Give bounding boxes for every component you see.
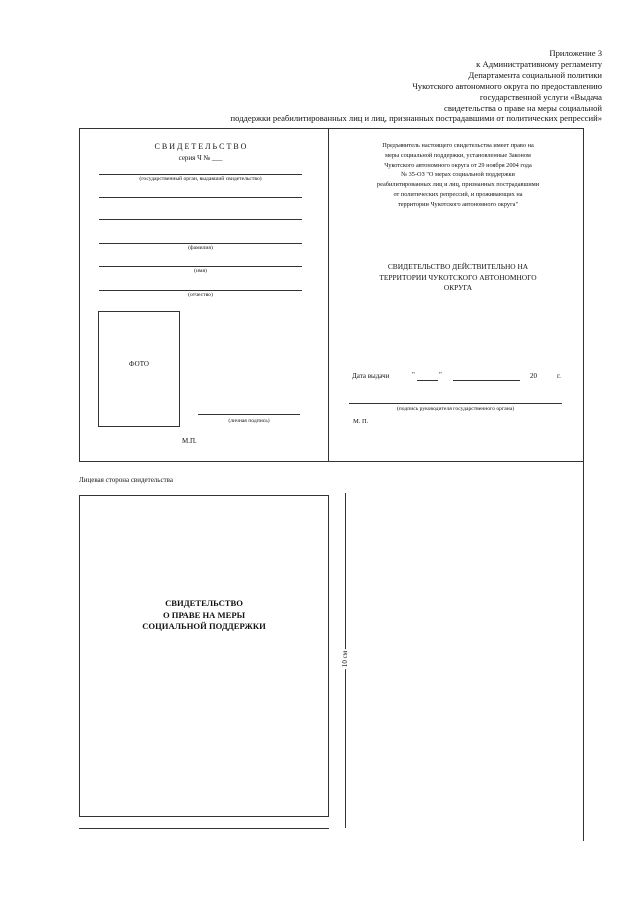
appendix-line: Чукотского автономного округа по предоставлению — [412, 80, 602, 91]
photo-label: ФОТО — [129, 360, 149, 368]
validity-line: СВИДЕТЕЛЬСТВО ДЕЙСТВИТЕЛЬНО НА — [387, 262, 529, 271]
cover-bottom-line — [79, 828, 329, 829]
patronymic-caption: (отчество) — [188, 292, 213, 298]
dimension-label: 10 см — [341, 650, 349, 668]
cover-title-line: СВИДЕТЕЛЬСТВО — [165, 598, 243, 608]
spread-right-border — [583, 128, 584, 841]
rights-line: Чукотского автономного округа от 29 ноября 2004 года — [384, 161, 532, 169]
rights-line: от политических репрессий, и проживающих на — [393, 190, 523, 198]
appendix-line: Департамента социальной политики — [468, 69, 602, 80]
date-day-line — [417, 380, 438, 381]
issuer-line — [99, 174, 302, 175]
date-quote-close: " — [439, 371, 442, 379]
rights-line: территории Чукотского автономного округа" — [397, 200, 519, 208]
stamp-place-right: М. П. — [353, 418, 369, 425]
rights-text — [340, 141, 576, 210]
cover-title — [80, 598, 328, 633]
rights-line: меры социальной поддержки, установленные Законом — [385, 151, 531, 159]
surname-caption: (фамилия) — [188, 245, 213, 251]
issuer-line-2 — [99, 197, 302, 198]
photo-box — [98, 311, 180, 427]
issuer-caption: (государственный орган, выдавший свидетельство) — [139, 176, 262, 182]
validity-line: ТЕРРИТОРИИ ЧУКОТСКОГО АВТОНОМНОГО — [379, 272, 537, 282]
appendix-line: поддержки реабилитированных лиц и лиц, признанных пострадавшими от политических репрессий» — [230, 113, 602, 124]
signature-line — [198, 414, 300, 415]
date-month-line — [453, 380, 520, 381]
spread-center-fold — [328, 128, 329, 461]
surname-line — [99, 243, 302, 244]
appendix-line: свидетельства о праве на меры социальной — [444, 102, 602, 113]
rights-line: Предъявитель настоящего свидетельства имеет право на — [382, 142, 534, 149]
head-signature-caption: (подпись руководителя государственного органа) — [396, 406, 515, 412]
appendix-header — [231, 48, 602, 124]
date-quote-open: " — [412, 371, 415, 379]
spread-bottom-border — [79, 461, 583, 462]
head-signature-line — [349, 403, 562, 404]
patronymic-line — [99, 290, 302, 291]
rights-line: № 35-ОЗ "О мерах социальной поддержки — [401, 171, 515, 179]
issue-date-label: Дата выдачи — [352, 372, 390, 380]
appendix-line: государственной услуги «Выдача — [479, 91, 602, 102]
cover-title-line: СОЦИАЛЬНОЙ ПОДДЕРЖКИ — [142, 621, 266, 631]
validity-text — [340, 262, 576, 294]
stamp-place-left: М.П. — [182, 437, 197, 445]
validity-line: ОКРУГА — [443, 283, 473, 293]
issuer-line-3 — [99, 219, 302, 220]
rights-line: реабилитированных лиц и лиц, признанных пострадавшими — [376, 181, 540, 189]
certificate-title: С В И Д Е Т Е Л Ь С Т В О — [154, 142, 247, 151]
appendix-line: к Административному регламенту — [476, 58, 602, 69]
spread-top-border — [79, 128, 583, 129]
date-year-prefix: 20 — [530, 372, 537, 380]
signature-caption: (личная подпись) — [228, 418, 270, 424]
cover-page — [79, 495, 329, 817]
date-year-suffix: г. — [557, 372, 561, 380]
certificate-series: серия Ч № ___ — [178, 154, 223, 162]
cover-title-line: О ПРАВЕ НА МЕРЫ — [162, 609, 246, 620]
cover-caption: Лицевая сторона свидетельства — [79, 476, 173, 484]
name-line — [99, 266, 302, 267]
spread-left-border — [79, 128, 80, 461]
name-caption: (имя) — [194, 268, 207, 274]
appendix-line: Приложение 3 — [549, 48, 602, 58]
